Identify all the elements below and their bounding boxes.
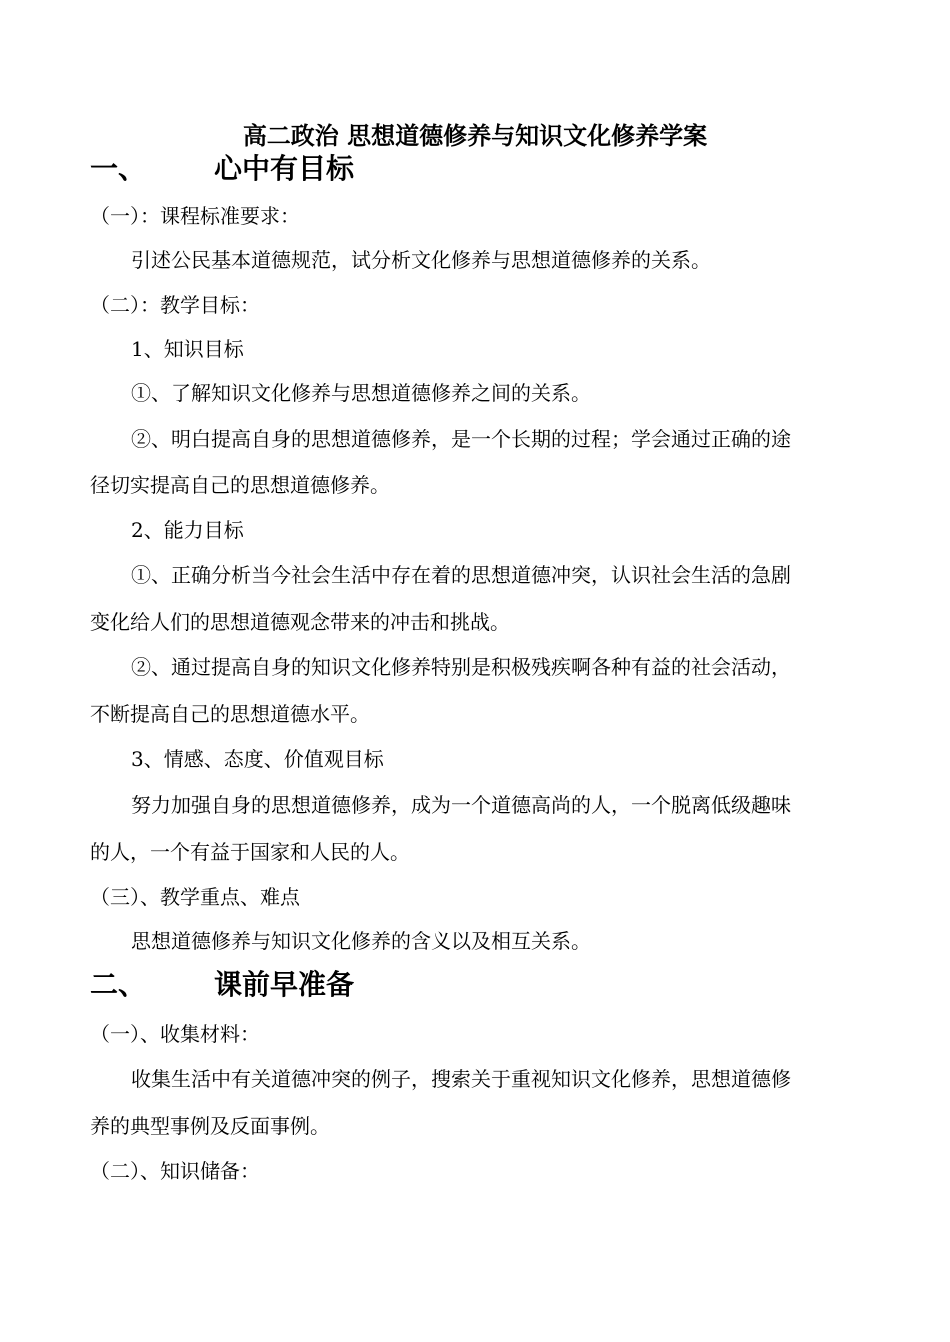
subsection-heading: （二）：教学目标： [90, 293, 260, 317]
section-heading-1 [90, 150, 354, 188]
paragraph-continuation: 变化给人们的思想道德观念带来的冲击和挑战。 [90, 610, 510, 634]
paragraph-continuation: 的人，一个有益于国家和人民的人。 [90, 840, 410, 864]
paragraph: ①、正确分析当今社会生活中存在着的思想道德冲突，认识社会生活的急剧 [131, 563, 791, 587]
section-heading-2 [90, 966, 354, 1004]
paragraph: ②、通过提高自身的知识文化修养特别是积极残疾啊各种有益的社会活动， [131, 655, 791, 679]
section-number: 一、 [90, 152, 147, 185]
section-title: 心中有目标 [214, 152, 355, 185]
goal-heading: 3、情感、态度、价值观目标 [131, 747, 384, 771]
paragraph: ①、了解知识文化修养与思想道德修养之间的关系。 [131, 381, 591, 405]
section-number: 二、 [90, 968, 147, 1001]
paragraph-continuation: 径切实提高自己的思想道德修养。 [90, 473, 390, 497]
subsection-heading: （二）、知识储备： [90, 1159, 260, 1183]
paragraph-continuation: 养的典型事例及反面事例。 [90, 1114, 330, 1138]
section-title: 课前早准备 [214, 968, 355, 1001]
subsection-heading: （三）、教学重点、难点 [90, 885, 300, 909]
paragraph: 思想道德修养与知识文化修养的含义以及相互关系。 [131, 929, 591, 953]
paragraph: 努力加强自身的思想道德修养，成为一个道德高尚的人，一个脱离低级趣味 [131, 793, 791, 817]
goal-heading: 2、能力目标 [131, 518, 244, 542]
subsection-heading: （一）：课程标准要求： [90, 204, 300, 228]
subsection-heading: （一）、收集材料： [90, 1022, 260, 1046]
paragraph: 收集生活中有关道德冲突的例子，搜索关于重视知识文化修养，思想道德修 [131, 1067, 791, 1091]
paragraph: 引述公民基本道德规范，试分析文化修养与思想道德修养的关系。 [131, 248, 711, 272]
goal-heading: 1、知识目标 [131, 337, 244, 361]
document-title: 高二政治 思想道德修养与知识文化修养学案 [242, 121, 708, 150]
paragraph-continuation: 不断提高自己的思想道德水平。 [90, 702, 370, 726]
paragraph: ②、明白提高自身的思想道德修养，是一个长期的过程；学会通过正确的途 [131, 427, 791, 451]
